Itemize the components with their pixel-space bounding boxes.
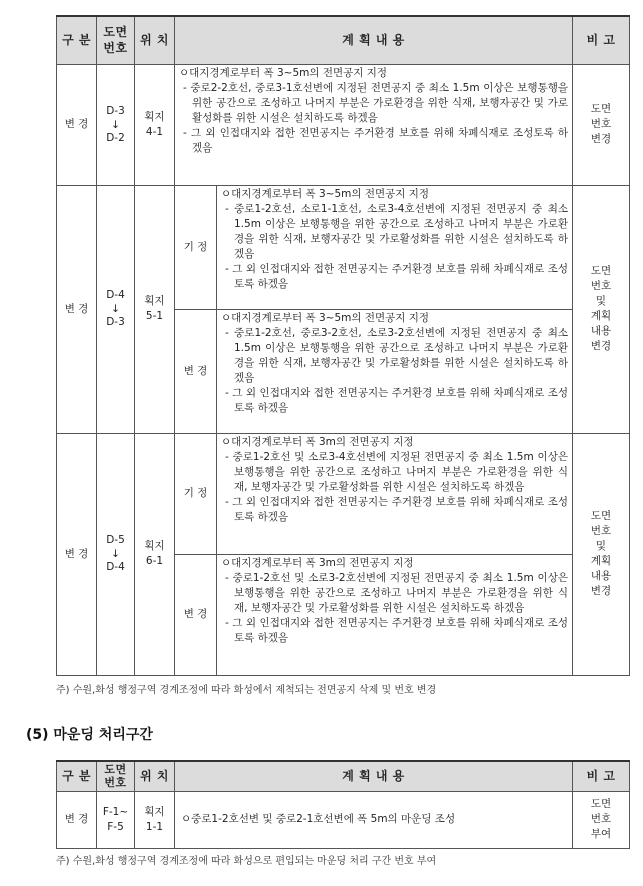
plan-line: - 중로1-2호선, 소로1-1호선, 소로3-4호선변에 지정된 전면공지 중 최소 1.5m 이상은 보행통행을 위한 공간으로 조성하고 나머지 부분은 가로환경을 위한 식재, 보행자공간 및 가로활성화를 위한 시설은 설치하도록 하겠음	[225, 202, 568, 260]
sub-label: 기 정	[175, 185, 217, 309]
row-location: 획지 4-1	[135, 64, 175, 185]
header-category: 구 분	[57, 16, 97, 64]
row-remark: 도면 번호 및 계획 내용 변경	[573, 433, 630, 675]
header-drawing-no: 도면 번호	[97, 761, 135, 791]
plan-line: ㅇ대지경계로부터 폭 3~5m의 전면공지 지정	[221, 187, 430, 200]
plan-line: - 그 외 인접대지와 접한 전면공지는 주거환경 보호를 위해 차폐식재로 조성토록 하겠음	[183, 126, 568, 154]
row-category: 변 경	[57, 791, 97, 848]
row-drawing-no: D-3 ↓ D-2	[97, 64, 135, 185]
row-remark: 도면 번호 변경	[573, 64, 630, 185]
row-location: 획지 6-1	[135, 433, 175, 675]
row-remark: 도면 번호 부여	[573, 791, 630, 848]
row-location: 획지 5-1	[135, 185, 175, 433]
plan-line: - 그 외 인접대지와 접한 전면공지는 주거환경 보호를 위해 차폐식재로 조성토록 하겠음	[225, 262, 568, 290]
row-plan	[175, 64, 573, 185]
sub-label: 변 경	[175, 554, 217, 675]
plan-line: - 중로1-2호선 및 소로3-2호선변에 지정된 전면공지 중 최소 1.5m 이상은 보행통행을 위한 공간으로 조성하고 나머지 부분은 가로환경을 위한 식재, 보행자공간 및 가로활성화를 위한 시설은 설치하도록 하겠음	[225, 571, 568, 614]
row-drawing-no: D-4 ↓ D-3	[97, 185, 135, 433]
section-title: (5) 마운딩 처리구간	[26, 727, 153, 743]
plan-line: - 중로1-2호선 및 소로3-4호선변에 지정된 전면공지 중 최소 1.5m 이상은 보행통행을 위한 공간으로 조성하고 나머지 부분은 가로환경을 위한 식재, 보행자공간 및 가로활성화를 위한 시설은 설치하도록 하겠음	[225, 450, 568, 493]
plan-line: - 그 외 인접대지와 접한 전면공지는 주거환경 보호를 위해 차폐식재로 조성토록 하겠음	[225, 386, 568, 414]
table-row	[57, 791, 630, 848]
row-plan	[217, 433, 573, 554]
plan-line: ㅇ대지경계로부터 폭 3~5m의 전면공지 지정	[221, 311, 430, 324]
sub-label: 기 정	[175, 433, 217, 554]
row-drawing-no: F-1~ F-5	[97, 791, 135, 848]
plan-line: - 중로1-2호선, 중로3-2호선, 소로3-2호선변에 지정된 전면공지 중 최소 1.5m 이상은 보행통행을 위한 공간으로 조성하고 나머지 부분은 가로환경을 위한 식재, 보행자공간 및 가로활성화를 위한 시설은 설치하도록 하겠음	[225, 326, 568, 384]
row-category: 변 경	[57, 64, 97, 185]
plan-line: ㅇ대지경계로부터 폭 3m의 전면공지 지정	[221, 435, 414, 448]
front-space-table	[56, 15, 630, 676]
table-row	[57, 433, 630, 554]
row-plan	[217, 309, 573, 433]
header-plan: 계 획 내 용	[175, 761, 573, 791]
table-row	[57, 185, 630, 309]
header-location: 위 치	[135, 761, 175, 791]
row-plan	[217, 554, 573, 675]
sub-label: 변 경	[175, 309, 217, 433]
header-drawing-no: 도면 번호	[97, 16, 135, 64]
plan-line: - 그 외 인접대지와 접한 전면공지는 주거환경 보호를 위해 차폐식재로 조성토록 하겠음	[225, 616, 568, 644]
header-category: 구 분	[57, 761, 97, 791]
table1-note: 주) 수원,화성 행정구역 경계조정에 따라 화성에서 제척되는 전면공지 삭제 및 번호 변경	[56, 685, 437, 696]
row-plan	[217, 185, 573, 309]
row-category: 변 경	[57, 185, 97, 433]
row-location: 획지 1-1	[135, 791, 175, 848]
plan-line: ㅇ대지경계로부터 폭 3m의 전면공지 지정	[221, 556, 414, 569]
down-arrow-icon: ↓	[111, 548, 120, 560]
plan-line: ㅇ대지경계로부터 폭 3~5m의 전면공지 지정	[179, 66, 388, 79]
header-remark: 비 고	[573, 761, 630, 791]
header-location: 위 치	[135, 16, 175, 64]
mounding-table	[56, 760, 630, 849]
header-remark: 비 고	[573, 16, 630, 64]
plan-line: - 그 외 인접대지와 접한 전면공지는 주거환경 보호를 위해 차폐식재로 조성토록 하겠음	[225, 495, 568, 523]
table-row	[57, 64, 630, 185]
table2-note: 주) 수원,화성 행정구역 경계조정에 따라 화성으로 편입되는 마운딩 처리 구간 번호 부여	[56, 856, 437, 867]
row-remark: 도면 번호 및 계획 내용 변경	[573, 185, 630, 433]
row-drawing-no: D-5 ↓ D-4	[97, 433, 135, 675]
header-plan: 계 획 내 용	[175, 16, 573, 64]
row-category: 변 경	[57, 433, 97, 675]
down-arrow-icon: ↓	[111, 303, 120, 315]
row-plan: ㅇ중로1-2호선변 및 중로2-1호선변에 폭 5m의 마운딩 조성	[175, 791, 573, 848]
down-arrow-icon: ↓	[111, 118, 120, 131]
plan-line: - 중로2-2호선, 중로3-1호선변에 지정된 전면공지 중 최소 1.5m 이상은 보행통행을 위한 공간으로 조성하고 나머지 부분은 가로환경을 위한 식재, 보행자공간 및 가로활성화를 위한 시설은 설치하도록 하겠음	[183, 81, 568, 124]
